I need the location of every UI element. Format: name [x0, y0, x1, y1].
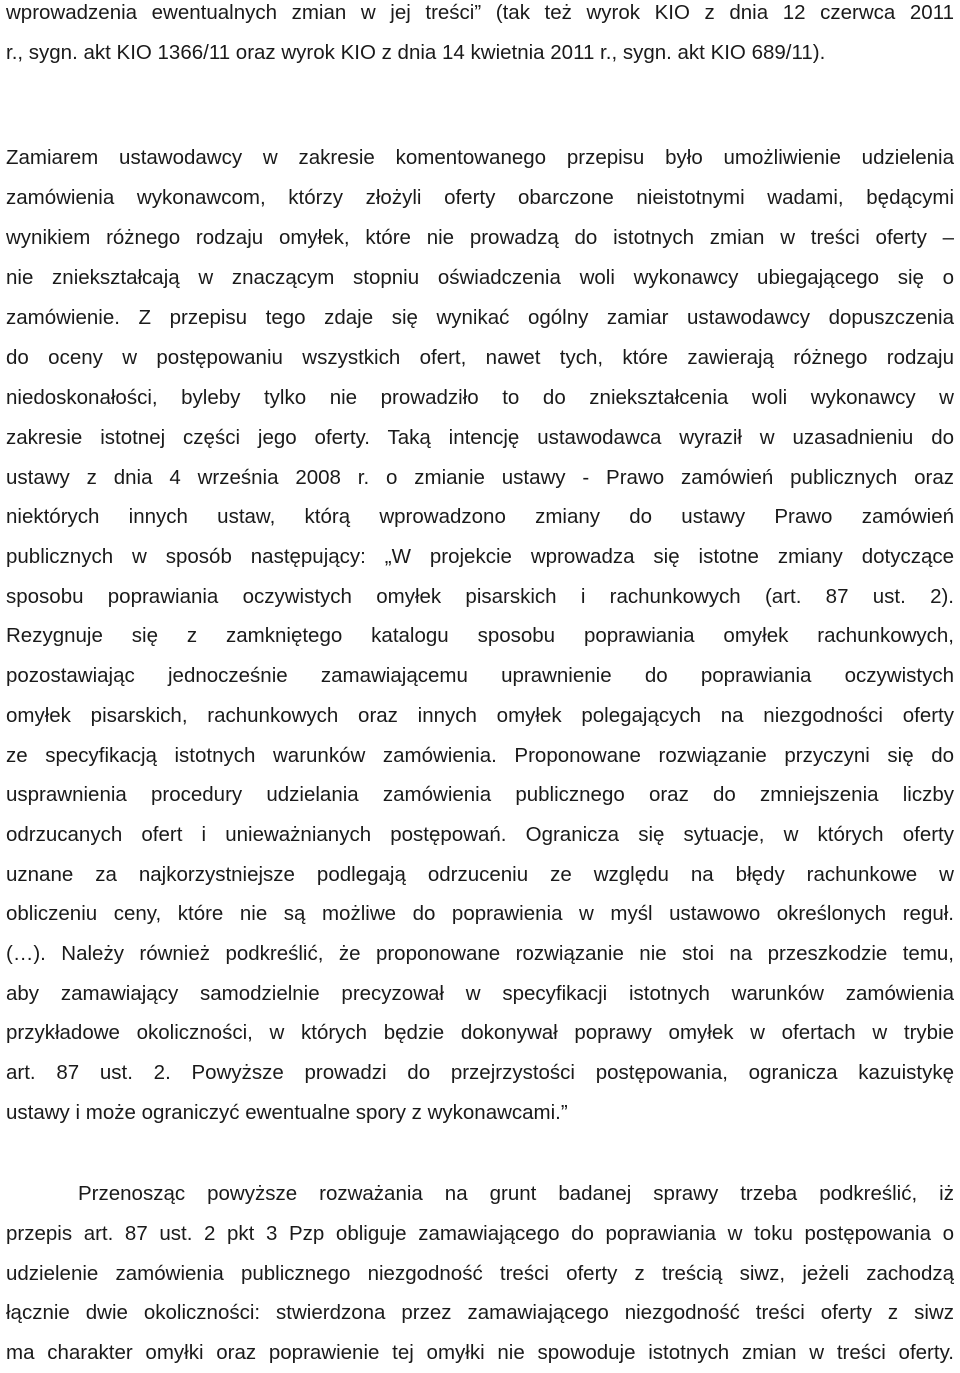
text-line: (…). Należy również podkreślić, że proponowane rozwiązanie nie stoi na przeszkodzie temu, [6, 942, 954, 965]
text-line: wynikiem różnego rodzaju omyłek, które nie prowadzą do istotnych zmian w treści oferty – [6, 226, 954, 249]
text-line: zamówienia wykonawcom, którzy złożyli oferty obarczone nieistotnymi wadami, będącymi [6, 186, 954, 209]
text-line: zakresie istotnej części jego oferty. Taką intencję ustawodawca wyraził w uzasadnieniu do [6, 426, 954, 449]
text-line: odrzucanych ofert i unieważnianych postępowań. Ogranicza się sytuacje, w których oferty [6, 823, 954, 846]
text-line: nie zniekształcają w znaczącym stopniu oświadczenia woli wykonawcy ubiegającego się o [6, 266, 954, 289]
text-line: łącznie dwie okoliczności: stwierdzona przez zamawiającego niezgodność treści oferty z siwz [6, 1301, 954, 1324]
text-line: r., sygn. akt KIO 1366/11 oraz wyrok KIO z dnia 14 kwietnia 2011 r., sygn. akt KIO 689/11). [6, 41, 826, 64]
text-line: Zamiarem ustawodawcy w zakresie komentowanego przepisu było umożliwienie udzielenia [6, 146, 954, 169]
text-line: zamówienie. Z przepisu tego zdaje się wynikać ogólny zamiar ustawodawcy dopuszczenia [6, 306, 954, 329]
text-line: wprowadzenia ewentualnych zmian w jej treści” (tak też wyrok KIO z dnia 12 czerwca 2011 [6, 1, 954, 24]
text-line: pozostawiając jednocześnie zamawiającemu uprawnienie do poprawiania oczywistych [6, 664, 954, 687]
text-line: przepis art. 87 ust. 2 pkt 3 Pzp obliguje zamawiającego do poprawiania w toku postępowania o [6, 1222, 954, 1245]
text-line: ma charakter omyłki oraz poprawienie tej omyłki nie spowoduje istotnych zmian w treści oferty. [6, 1341, 954, 1364]
text-line: przykładowe okoliczności, w których będzie dokonywał poprawy omyłek w ofertach w trybie [6, 1021, 954, 1044]
text-line: niektórych innych ustaw, którą wprowadzono zmiany do ustawy Prawo zamówień [6, 505, 954, 528]
text-line: omyłek pisarskich, rachunkowych oraz innych omyłek polegających na niezgodności oferty [6, 704, 954, 727]
text-line: ustawy z dnia 4 września 2008 r. o zmianie ustawy - Prawo zamówień publicznych oraz [6, 466, 954, 489]
text-line: obliczeniu ceny, które nie są możliwe do poprawienia w myśl ustawowo określonych reguł. [6, 902, 954, 925]
text-line: uznane za najkorzystniejsze podlegają odrzuceniu ze względu na błędy rachunkowe w [6, 863, 954, 886]
text-line: udzielenie zamówienia publicznego niezgodność treści oferty z treścią siwz, jeżeli zachodzą [6, 1262, 954, 1285]
text-line: aby zamawiający samodzielnie precyzował w specyfikacji istotnych warunków zamówienia [6, 982, 954, 1005]
text-line: ze specyfikacją istotnych warunków zamówienia. Proponowane rozwiązanie przyczyni się do [6, 744, 954, 767]
text-line: Rezygnuje się z zamkniętego katalogu sposobu poprawiania omyłek rachunkowych, [6, 624, 954, 647]
text-line: art. 87 ust. 2. Powyższe prowadzi do przejrzystości postępowania, ogranicza kazuistykę [6, 1061, 954, 1084]
text-line: publicznych w sposób następujący: „W projekcie wprowadza się istotne zmiany dotyczące [6, 545, 954, 568]
text-line: sposobu poprawiania oczywistych omyłek pisarskich i rachunkowych (art. 87 ust. 2). [6, 585, 954, 608]
text-line: Przenosząc powyższe rozważania na grunt badanej sprawy trzeba podkreślić, iż [78, 1182, 954, 1205]
text-line: ustawy i może ograniczyć ewentualne spory z wykonawcami.” [6, 1101, 568, 1124]
text-line: do oceny w postępowaniu wszystkich ofert, nawet tych, które zawierają różnego rodzaju [6, 346, 954, 369]
text-line: usprawnienia procedury udzielania zamówienia publicznego oraz do zmniejszenia liczby [6, 783, 954, 806]
text-line: niedoskonałości, byleby tylko nie prowadziło to do zniekształcenia woli wykonawcy w [6, 386, 954, 409]
